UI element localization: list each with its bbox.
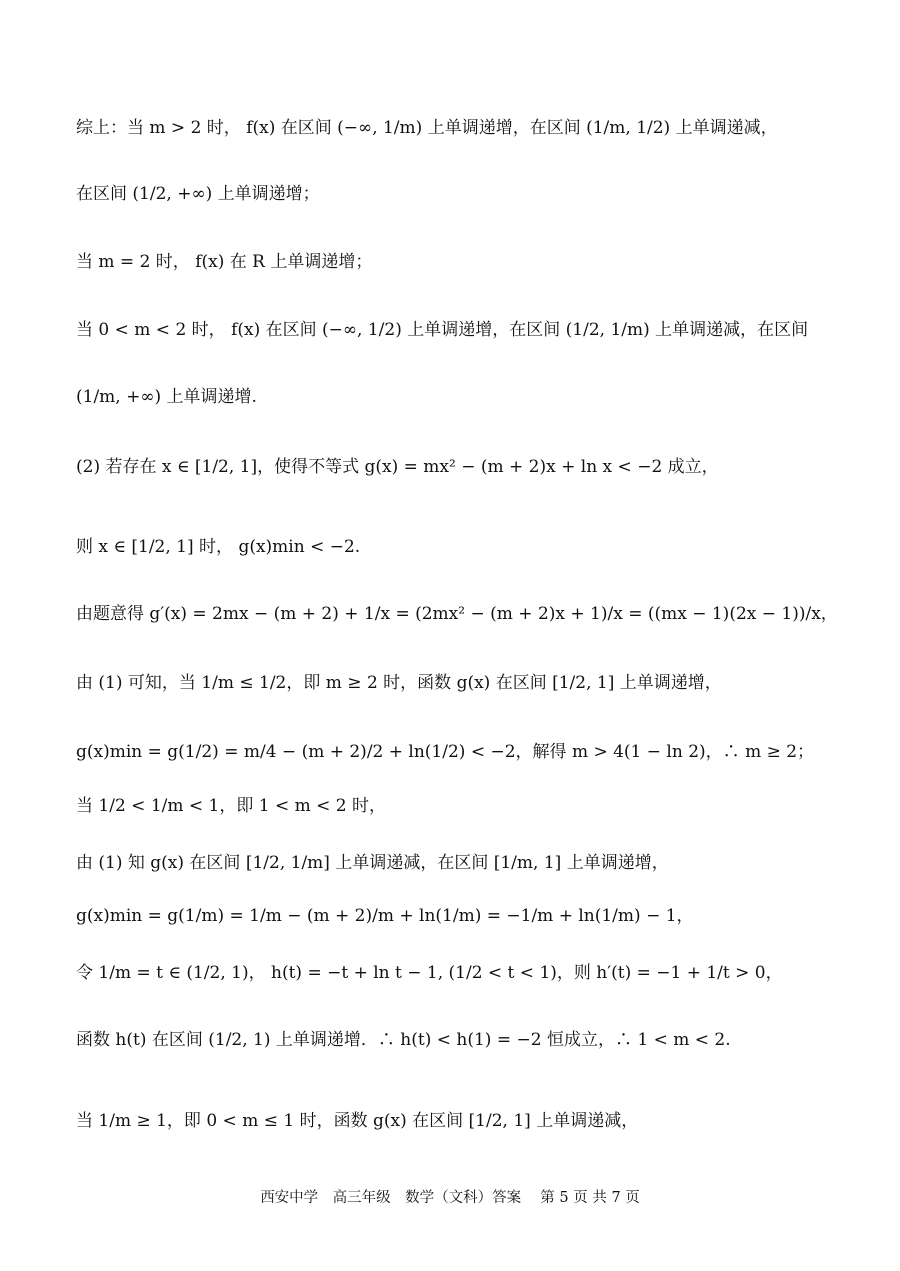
page-footer: 西安中学 高三年级 数学（文科）答案 第 5 页 共 7 页 bbox=[260, 1190, 640, 1206]
text-line: 函数 h(t) 在区间 (1/2, 1) 上单调递增．∴ h(t) < h(1) = −2 恒成立，∴ 1 < m < 2. bbox=[76, 1030, 731, 1050]
text-line: 则 x ∈ [1/2, 1] 时， g(x)min < −2. bbox=[76, 537, 361, 557]
text-line: 由 (1) 知 g(x) 在区间 [1/2, 1/m] 上单调递减，在区间 [1/m, 1] 上单调递增， bbox=[76, 853, 669, 873]
text-line: 当 m = 2 时， f(x) 在 R 上单调递增； bbox=[76, 252, 373, 272]
text-line: 在区间 (1/2, +∞) 上单调递增； bbox=[76, 184, 320, 204]
text-line: 当 1/2 < 1/m < 1，即 1 < m < 2 时， bbox=[76, 796, 387, 816]
text-line: 当 0 < m < 2 时， f(x) 在区间 (−∞, 1/2) 上单调递增，在区间 (1/2, 1/m) 上单调递减，在区间 bbox=[76, 320, 809, 340]
text-line: 综上：当 m > 2 时， f(x) 在区间 (−∞, 1/m) 上单调递增，在区间 (1/m, 1/2) 上单调递减， bbox=[76, 118, 778, 138]
text-line: 当 1/m ≥ 1，即 0 < m ≤ 1 时，函数 g(x) 在区间 [1/2, 1] 上单调递减， bbox=[76, 1111, 639, 1131]
text-line: 由题意得 g′(x) = 2mx − (m + 2) + 1/x = (2mx² − (m + 2)x + 1)/x = ((mx − 1)(2x − 1))/x， bbox=[76, 604, 838, 624]
text-line: g(x)min = g(1/m) = 1/m − (m + 2)/m + ln(1/m) = −1/m + ln(1/m) − 1， bbox=[76, 906, 694, 926]
text-line: g(x)min = g(1/2) = m/4 − (m + 2)/2 + ln(1/2) < −2，解得 m > 4(1 − ln 2)，∴ m ≥ 2； bbox=[76, 742, 815, 762]
text-line: (2) 若存在 x ∈ [1/2, 1]，使得不等式 g(x) = mx² − (m + 2)x + ln x < −2 成立， bbox=[76, 457, 719, 477]
text-line: 令 1/m = t ∈ (1/2, 1)， h(t) = −t + ln t − 1, (1/2 < t < 1)，则 h′(t) = −1 + 1/t > 0， bbox=[76, 963, 783, 983]
text-line: (1/m, +∞) 上单调递增. bbox=[76, 387, 257, 407]
text-line: 由 (1) 可知，当 1/m ≤ 1/2，即 m ≥ 2 时，函数 g(x) 在区间 [1/2, 1] 上单调递增， bbox=[76, 673, 722, 693]
